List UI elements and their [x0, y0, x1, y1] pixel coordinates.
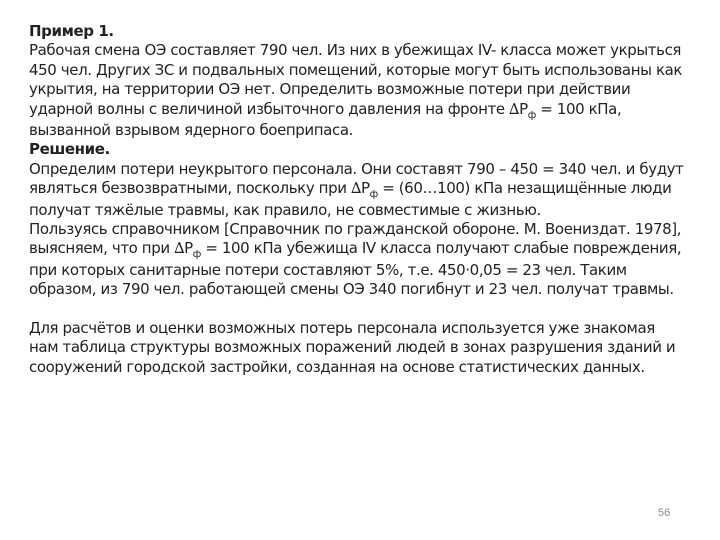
text-segment: = 100 кПа убежища IV класса получают слабые повреждения,: [200, 239, 682, 258]
pressure-symbol: P: [519, 99, 528, 118]
text-segment: = 100 кПа,: [535, 99, 622, 118]
slide-content: [29, 22, 699, 377]
pressure-subscript: ф: [192, 249, 201, 261]
solution-title: Решение.: [29, 140, 110, 159]
delta-symbol: ∆: [350, 179, 362, 198]
pressure-symbol: P: [361, 179, 370, 198]
note-line-3: сооружений городской застройки, созданная на основе статистических данных.: [29, 357, 645, 376]
delta-symbol: ∆: [174, 239, 185, 258]
solution-line-3: получат тяжёлые травмы, как правило, не совместимые с жизнью.: [29, 200, 541, 219]
note-line-1: Для расчётов и оценки возможных потерь персонала используется уже знакомая: [29, 318, 655, 337]
example-title: Пример 1.: [29, 22, 114, 40]
paragraph-gap: [29, 300, 699, 319]
note-line-2: нам таблица структуры возможных поражений людей в зонах разрушения зданий и: [29, 338, 676, 357]
pressure-subscript: ф: [527, 109, 536, 121]
solution-line-6: при которых санитарные потери составляют 5%, т.е. 450·0,05 = 23 чел. Таким: [29, 260, 627, 279]
page-number: 56: [658, 507, 671, 519]
solution-line-1: Определим потери неукрытого персонала. Они составят 790 – 450 = 340 чел. и будут: [29, 159, 684, 178]
text-segment: выясняем, что при: [29, 239, 175, 258]
text-segment: являться безвозвратными, поскольку при: [29, 179, 351, 198]
pressure-subscript: ф: [369, 189, 378, 201]
example-line-3: укрытия, на территории ОЭ нет. Определить возможные потери при действии: [29, 80, 631, 99]
pressure-symbol: P: [184, 239, 193, 258]
example-line-5: вызванной взрывом ядерного боеприпаса.: [29, 121, 353, 140]
solution-line-7: образом, из 790 чел. работающей смены ОЭ 340 погибнут и 23 чел. получат травмы.: [29, 280, 674, 299]
example-line-1: Рабочая смена ОЭ составляет 790 чел. Из них в убежищах IV- класса может укрыться: [29, 41, 682, 60]
solution-line-5: [29, 239, 699, 260]
example-line-4: [29, 100, 699, 121]
text-segment: ударной волны с величиной избыточного давления на фронте: [29, 99, 510, 118]
example-line-2: 450 чел. Других ЗС и подвальных помещений, которые могут быть использованы как: [29, 60, 683, 79]
delta-symbol: ∆: [509, 99, 520, 118]
solution-line-4: Пользуясь справочником [Справочник по гражданской обороне. М. Воениздат. 1978],: [29, 220, 682, 239]
solution-line-2: [29, 179, 699, 200]
text-segment: = (60…100) кПа незащищённые люди: [377, 179, 672, 198]
